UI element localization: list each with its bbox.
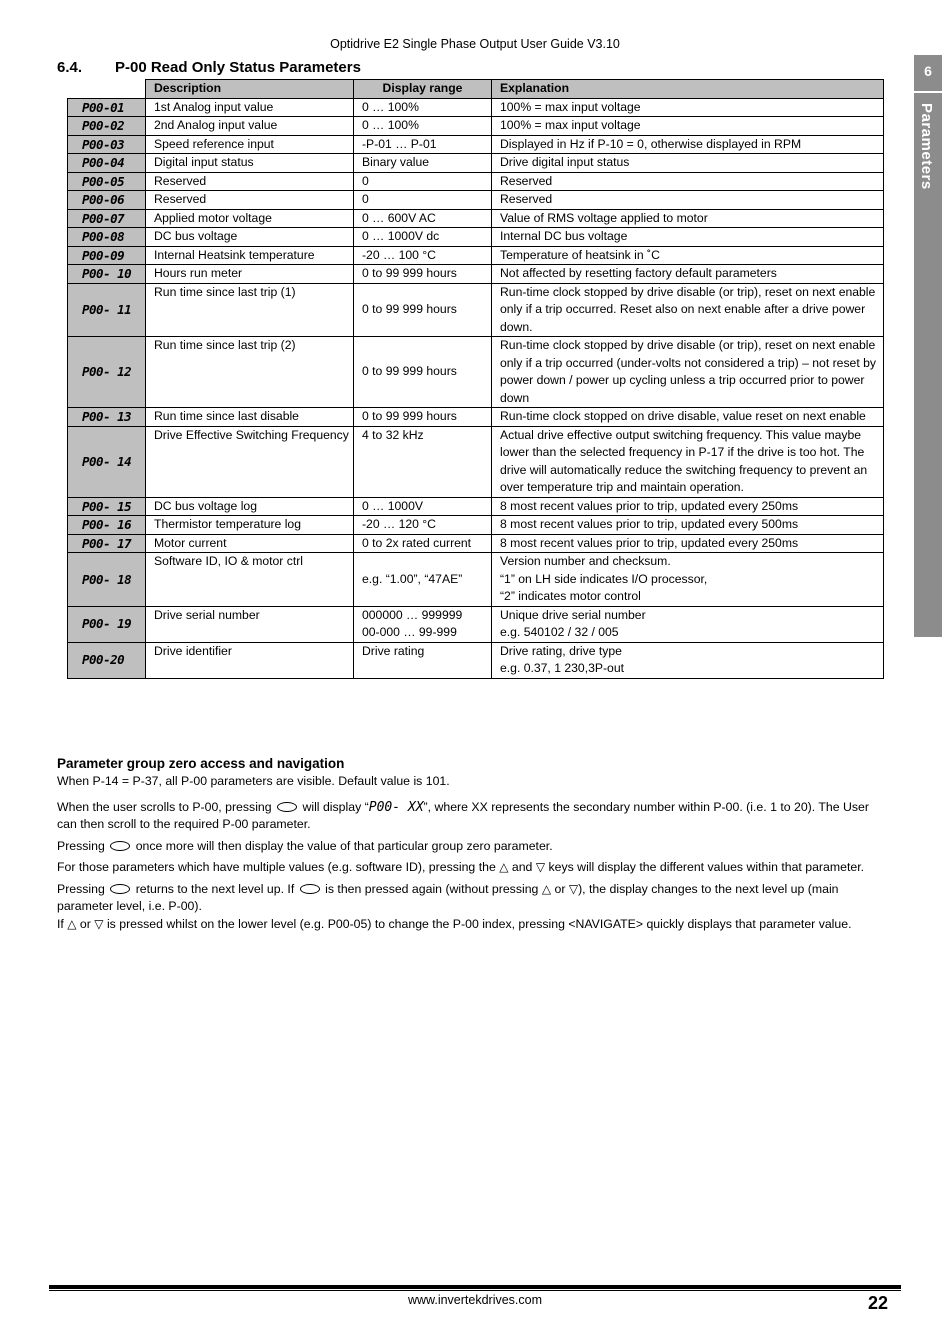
param-code: P00-03 bbox=[68, 135, 146, 154]
param-explanation: Displayed in Hz if P-10 = 0, otherwise displayed in RPM bbox=[492, 135, 884, 154]
param-description: Drive serial number bbox=[146, 606, 354, 642]
navigate-button-icon bbox=[277, 802, 297, 812]
param-display-range: -20 … 120 °C bbox=[354, 516, 492, 535]
param-description: Reserved bbox=[146, 191, 354, 210]
notes-text: or bbox=[79, 916, 91, 931]
param-explanation: 100% = max input voltage bbox=[492, 98, 884, 117]
param-description: Applied motor voltage bbox=[146, 209, 354, 228]
param-description: Reserved bbox=[146, 172, 354, 191]
navigate-button-icon bbox=[300, 884, 320, 894]
down-arrow-icon: ▽ bbox=[535, 860, 546, 874]
up-arrow-icon: △ bbox=[499, 860, 509, 874]
param-code: P00- 14 bbox=[68, 426, 146, 497]
table-row bbox=[68, 117, 884, 136]
notes-text: ”, where XX represents the secondary number within P-00. (i.e. 1 to 20). The User can then scroll to the required P-00 parameter. bbox=[57, 799, 869, 831]
param-explanation: Run-time clock stopped by drive disable (or trip), reset on next enable only if a trip occurred. Reset also on next enable after a drive power down. bbox=[492, 283, 884, 337]
table-row bbox=[68, 426, 884, 497]
navigate-button-icon bbox=[110, 841, 130, 851]
param-display-range: -P-01 … P-01 bbox=[354, 135, 492, 154]
param-description: Motor current bbox=[146, 534, 354, 553]
param-explanation: Unique drive serial number e.g. 540102 / 32 / 005 bbox=[492, 606, 884, 642]
table-row bbox=[68, 172, 884, 191]
param-code: P00- 11 bbox=[68, 283, 146, 337]
param-explanation: 100% = max input voltage bbox=[492, 117, 884, 136]
param-display-range: -20 … 100 °C bbox=[354, 246, 492, 265]
param-description: DC bus voltage log bbox=[146, 497, 354, 516]
notes-text: and bbox=[511, 860, 533, 874]
section-number: 6.4. bbox=[57, 59, 83, 76]
param-display-range: Binary value bbox=[354, 154, 492, 173]
param-description: Speed reference input bbox=[146, 135, 354, 154]
param-code: P00-20 bbox=[68, 642, 146, 678]
notes-text: keys will display the different values within that parameter. bbox=[548, 860, 865, 874]
param-code: P00- 10 bbox=[68, 265, 146, 284]
param-display-range: 0 … 600V AC bbox=[354, 209, 492, 228]
notes-paragraph-level-up bbox=[57, 881, 887, 916]
notes-heading: Parameter group zero access and navigation bbox=[57, 756, 345, 771]
down-arrow-icon: ▽ bbox=[568, 881, 579, 896]
notes-text: Pressing bbox=[57, 881, 105, 896]
param-description: Run time since last disable bbox=[146, 408, 354, 427]
lcd-display-text: P00- XX bbox=[368, 799, 424, 815]
down-arrow-icon: ▽ bbox=[94, 916, 104, 931]
notes-text: or bbox=[554, 881, 566, 896]
column-header-range: Display range bbox=[354, 80, 492, 99]
param-display-range: 0 … 1000V dc bbox=[354, 228, 492, 247]
table-row bbox=[68, 606, 884, 642]
param-explanation: 8 most recent values prior to trip, updated every 250ms bbox=[492, 497, 884, 516]
param-display-range: 000000 … 999999 00-000 … 99-999 bbox=[354, 606, 492, 642]
notes-paragraph-multi-values bbox=[57, 859, 887, 877]
parameters-table-body bbox=[68, 98, 884, 678]
param-description: Run time since last trip (1) bbox=[146, 283, 354, 337]
notes-text: If bbox=[57, 916, 64, 931]
navigate-button-icon bbox=[110, 884, 130, 894]
table-row bbox=[68, 265, 884, 284]
chapter-tab-divider bbox=[914, 91, 942, 93]
param-display-range: 0 to 2x rated current bbox=[354, 534, 492, 553]
table-row bbox=[68, 135, 884, 154]
table-row bbox=[68, 209, 884, 228]
notes-text: is pressed whilst on the lower level (e.g. P00-05) to change the P-00 index, pressing <NAVIGATE> quickly displays that parameter value. bbox=[106, 916, 852, 931]
up-arrow-icon: △ bbox=[541, 881, 552, 896]
table-row bbox=[68, 516, 884, 535]
param-explanation: Actual drive effective output switching frequency. This value maybe lower than the selected frequency in P-17 if the drive is too hot. The drive will automatically reduce the switching frequency to prevent an over temperature trip and maintain operation. bbox=[492, 426, 884, 497]
param-explanation: Drive digital input status bbox=[492, 154, 884, 173]
table-row bbox=[68, 98, 884, 117]
table-row bbox=[68, 246, 884, 265]
param-code: P00-08 bbox=[68, 228, 146, 247]
notes-text: is then pressed again (without pressing bbox=[325, 881, 539, 896]
param-description: DC bus voltage bbox=[146, 228, 354, 247]
notes-text: Pressing bbox=[57, 838, 105, 853]
param-explanation: Reserved bbox=[492, 172, 884, 191]
notes-text: returns to the next level up. If bbox=[135, 881, 295, 896]
notes-paragraph-lower-level bbox=[57, 916, 887, 934]
param-code: P00- 13 bbox=[68, 408, 146, 427]
table-row bbox=[68, 191, 884, 210]
table-row bbox=[68, 337, 884, 408]
table-row bbox=[68, 497, 884, 516]
notes-text: will display “ bbox=[302, 799, 369, 814]
param-code: P00- 19 bbox=[68, 606, 146, 642]
param-description: 1st Analog input value bbox=[146, 98, 354, 117]
param-explanation: Run-time clock stopped on drive disable, value reset on next enable bbox=[492, 408, 884, 427]
table-header-row bbox=[68, 80, 884, 99]
notes-paragraph-scroll bbox=[57, 799, 887, 834]
table-row bbox=[68, 553, 884, 607]
navigation-notes bbox=[57, 755, 887, 937]
chapter-name: Parameters bbox=[918, 103, 935, 190]
param-code: P00-04 bbox=[68, 154, 146, 173]
param-display-range: 0 to 99 999 hours bbox=[354, 337, 492, 408]
table-row bbox=[68, 408, 884, 427]
param-explanation: Not affected by resetting factory default parameters bbox=[492, 265, 884, 284]
param-description: 2nd Analog input value bbox=[146, 117, 354, 136]
param-code: P00- 16 bbox=[68, 516, 146, 535]
param-description: Hours run meter bbox=[146, 265, 354, 284]
table-row bbox=[68, 228, 884, 247]
param-code: P00-06 bbox=[68, 191, 146, 210]
param-display-range: e.g. “1.00”, “47AE” bbox=[354, 553, 492, 607]
param-code: P00-01 bbox=[68, 98, 146, 117]
param-display-range: 0 to 99 999 hours bbox=[354, 283, 492, 337]
header-blank-cell bbox=[68, 80, 146, 99]
section-title bbox=[57, 59, 361, 76]
param-explanation: Internal DC bus voltage bbox=[492, 228, 884, 247]
param-display-range: 0 … 1000V bbox=[354, 497, 492, 516]
param-display-range: 0 bbox=[354, 191, 492, 210]
notes-paragraph-value bbox=[57, 838, 887, 856]
param-display-range: 4 to 32 kHz bbox=[354, 426, 492, 497]
param-description: Drive Effective Switching Frequency bbox=[146, 426, 354, 497]
chapter-number: 6 bbox=[924, 63, 932, 79]
param-code: P00-07 bbox=[68, 209, 146, 228]
document-header: Optidrive E2 Single Phase Output User Guide V3.10 bbox=[330, 37, 620, 51]
notes-text: When the user scrolls to P-00, pressing bbox=[57, 799, 272, 814]
param-description: Internal Heatsink temperature bbox=[146, 246, 354, 265]
param-explanation: 8 most recent values prior to trip, updated every 250ms bbox=[492, 534, 884, 553]
column-header-description: Description bbox=[146, 80, 354, 99]
table-row bbox=[68, 642, 884, 678]
param-description: Software ID, IO & motor ctrl bbox=[146, 553, 354, 607]
param-display-range: 0 to 99 999 hours bbox=[354, 265, 492, 284]
notes-text: once more will then display the value of that particular group zero parameter. bbox=[135, 838, 553, 853]
param-explanation: Temperature of heatsink in ˚C bbox=[492, 246, 884, 265]
param-description: Digital input status bbox=[146, 154, 354, 173]
param-code: P00-09 bbox=[68, 246, 146, 265]
param-display-range: 0 bbox=[354, 172, 492, 191]
param-display-range: Drive rating bbox=[354, 642, 492, 678]
parameters-table bbox=[67, 79, 884, 679]
up-arrow-icon: △ bbox=[67, 916, 77, 931]
param-code: P00-05 bbox=[68, 172, 146, 191]
param-description: Drive identifier bbox=[146, 642, 354, 678]
param-explanation: Reserved bbox=[492, 191, 884, 210]
param-code: P00- 15 bbox=[68, 497, 146, 516]
notes-p1-text: When P-14 = P-37, all P-00 parameters are visible. Default value is 101. bbox=[57, 774, 450, 788]
notes-text: For those parameters which have multiple values (e.g. software ID), pressing the bbox=[57, 860, 496, 874]
param-display-range: 0 … 100% bbox=[354, 98, 492, 117]
param-explanation: Drive rating, drive type e.g. 0.37, 1 230,3P-out bbox=[492, 642, 884, 678]
param-explanation: 8 most recent values prior to trip, updated every 500ms bbox=[492, 516, 884, 535]
footer-website: www.invertekdrives.com bbox=[407, 1293, 543, 1307]
table-row bbox=[68, 283, 884, 337]
param-code: P00-02 bbox=[68, 117, 146, 136]
chapter-side-tab bbox=[914, 55, 942, 637]
param-code: P00- 18 bbox=[68, 553, 146, 607]
footer-divider-thick bbox=[49, 1285, 901, 1289]
param-display-range: 0 to 99 999 hours bbox=[354, 408, 492, 427]
notes-paragraph-visibility bbox=[57, 773, 887, 791]
param-display-range: 0 … 100% bbox=[354, 117, 492, 136]
page-number: 22 bbox=[868, 1293, 889, 1313]
param-description: Run time since last trip (2) bbox=[146, 337, 354, 408]
param-description: Thermistor temperature log bbox=[146, 516, 354, 535]
table-row bbox=[68, 154, 884, 173]
param-explanation: Run-time clock stopped by drive disable (or trip), reset on next enable only if a trip occurred (under-volts not considered a trip) – not reset by power down / power up cycling unless a trip occurred prior to power down bbox=[492, 337, 884, 408]
column-header-explanation: Explanation bbox=[492, 80, 884, 99]
param-explanation: Value of RMS voltage applied to motor bbox=[492, 209, 884, 228]
table-row bbox=[68, 534, 884, 553]
notes-text: ), the display changes to the next level up (main parameter level, i.e. P-00). bbox=[57, 881, 839, 913]
param-code: P00- 12 bbox=[68, 337, 146, 408]
footer-divider-thin bbox=[49, 1290, 901, 1291]
section-title-text: P-00 Read Only Status Parameters bbox=[115, 59, 361, 76]
param-code: P00- 17 bbox=[68, 534, 146, 553]
param-explanation: Version number and checksum. “1” on LH side indicates I/O processor, “2” indicates motor control bbox=[492, 553, 884, 607]
